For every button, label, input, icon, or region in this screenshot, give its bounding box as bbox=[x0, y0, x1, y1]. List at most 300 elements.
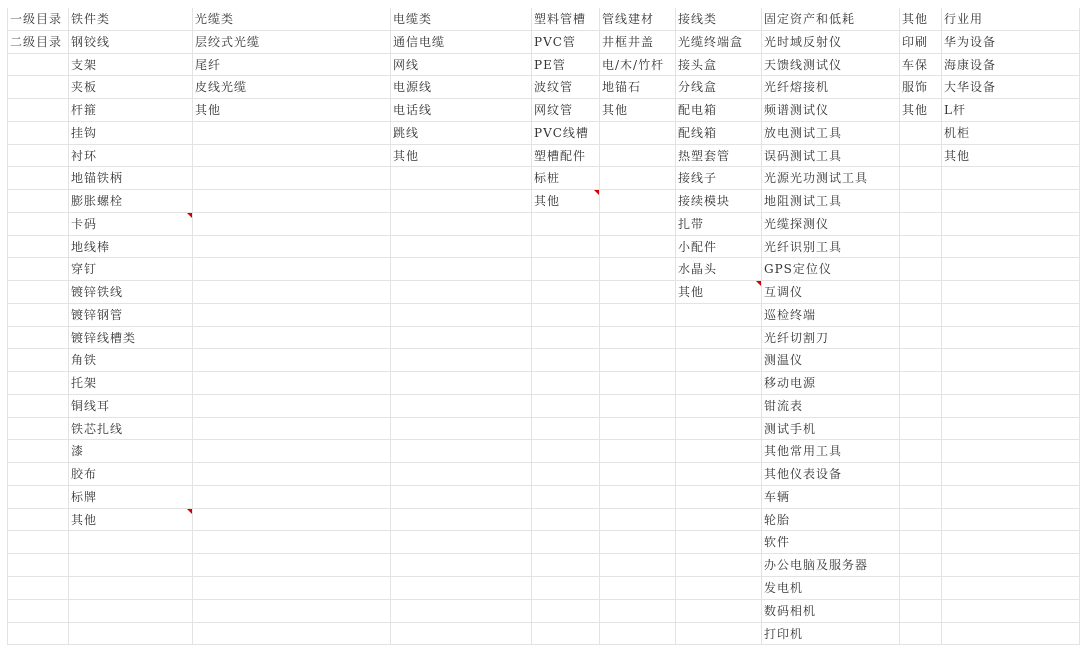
table-cell[interactable]: 频谱测试仪 bbox=[762, 99, 900, 121]
table-cell[interactable] bbox=[193, 258, 391, 280]
table-cell[interactable] bbox=[193, 600, 391, 622]
table-cell[interactable] bbox=[193, 372, 391, 394]
table-row bbox=[7, 600, 1080, 623]
table-row bbox=[7, 531, 1080, 554]
table-cell[interactable]: 井框井盖 bbox=[600, 31, 676, 53]
table-cell[interactable]: 行业用 bbox=[942, 8, 1080, 30]
table-cell[interactable] bbox=[900, 304, 942, 326]
table-cell[interactable]: 电源线 bbox=[391, 76, 532, 98]
table-cell[interactable]: 配电箱 bbox=[676, 99, 762, 121]
table-cell[interactable]: 机柜 bbox=[942, 122, 1080, 144]
table-row bbox=[7, 281, 1080, 304]
table-row bbox=[7, 623, 1080, 646]
table-cell[interactable] bbox=[7, 122, 69, 144]
table-cell[interactable] bbox=[7, 236, 69, 258]
table-cell[interactable]: 卡码 bbox=[69, 213, 193, 235]
table-cell[interactable]: 一级目录 bbox=[7, 8, 69, 30]
cell-comment-indicator[interactable] bbox=[756, 281, 761, 286]
table-cell[interactable] bbox=[7, 395, 69, 417]
table-cell[interactable] bbox=[532, 349, 600, 371]
table-cell[interactable]: 皮线光缆 bbox=[193, 76, 391, 98]
table-cell[interactable]: 其他 bbox=[942, 145, 1080, 167]
table-row bbox=[7, 145, 1080, 168]
table-cell[interactable] bbox=[942, 327, 1080, 349]
table-cell[interactable]: 其他 bbox=[900, 8, 942, 30]
table-cell[interactable]: 层绞式光缆 bbox=[193, 31, 391, 53]
table-cell[interactable] bbox=[391, 486, 532, 508]
table-cell[interactable] bbox=[942, 190, 1080, 212]
table-cell[interactable] bbox=[532, 463, 600, 485]
table-cell[interactable]: 铜线耳 bbox=[69, 395, 193, 417]
table-cell[interactable]: 分线盒 bbox=[676, 76, 762, 98]
table-cell[interactable]: 钢铰线 bbox=[69, 31, 193, 53]
table-row bbox=[7, 418, 1080, 441]
table-cell[interactable] bbox=[391, 236, 532, 258]
table-cell[interactable]: 华为设备 bbox=[942, 31, 1080, 53]
table-cell[interactable] bbox=[7, 190, 69, 212]
table-cell[interactable] bbox=[7, 54, 69, 76]
table-cell[interactable] bbox=[676, 395, 762, 417]
table-cell[interactable] bbox=[900, 554, 942, 576]
table-cell[interactable] bbox=[391, 418, 532, 440]
table-cell[interactable] bbox=[942, 509, 1080, 531]
table-cell[interactable] bbox=[600, 395, 676, 417]
table-cell[interactable] bbox=[7, 623, 69, 645]
table-cell[interactable]: 其他常用工具 bbox=[762, 440, 900, 462]
table-cell[interactable] bbox=[600, 418, 676, 440]
table-cell[interactable]: 扎带 bbox=[676, 213, 762, 235]
table-cell[interactable]: 杆箍 bbox=[69, 99, 193, 121]
table-cell[interactable] bbox=[391, 463, 532, 485]
table-cell[interactable] bbox=[193, 395, 391, 417]
table-cell[interactable] bbox=[532, 577, 600, 599]
table-cell[interactable]: 网线 bbox=[391, 54, 532, 76]
table-cell[interactable]: 光时域反射仪 bbox=[762, 31, 900, 53]
table-cell[interactable] bbox=[7, 349, 69, 371]
table-row bbox=[7, 327, 1080, 350]
table-cell[interactable]: 角铁 bbox=[69, 349, 193, 371]
table-cell[interactable]: 其他仪表设备 bbox=[762, 463, 900, 485]
table-cell[interactable]: 移动电源 bbox=[762, 372, 900, 394]
table-row bbox=[7, 8, 1080, 31]
table-cell[interactable]: 车辆 bbox=[762, 486, 900, 508]
table-cell[interactable]: 标牌 bbox=[69, 486, 193, 508]
table-cell[interactable] bbox=[600, 145, 676, 167]
table-cell[interactable] bbox=[676, 509, 762, 531]
table-cell[interactable] bbox=[600, 486, 676, 508]
table-cell[interactable] bbox=[600, 554, 676, 576]
table-cell[interactable] bbox=[193, 440, 391, 462]
table-cell[interactable]: 放电测试工具 bbox=[762, 122, 900, 144]
table-cell[interactable] bbox=[193, 304, 391, 326]
table-cell[interactable]: 接续模块 bbox=[676, 190, 762, 212]
table-cell[interactable]: 夹板 bbox=[69, 76, 193, 98]
table-cell[interactable]: 胶布 bbox=[69, 463, 193, 485]
table-cell[interactable] bbox=[391, 600, 532, 622]
table-cell[interactable] bbox=[900, 531, 942, 553]
table-cell[interactable] bbox=[942, 349, 1080, 371]
table-cell[interactable] bbox=[532, 623, 600, 645]
table-cell[interactable] bbox=[900, 190, 942, 212]
table-cell[interactable] bbox=[900, 623, 942, 645]
table-cell[interactable] bbox=[942, 304, 1080, 326]
table-cell[interactable]: 其他 bbox=[532, 190, 600, 212]
table-cell[interactable] bbox=[532, 281, 600, 303]
table-cell[interactable]: 跳线 bbox=[391, 122, 532, 144]
table-cell[interactable]: 托架 bbox=[69, 372, 193, 394]
table-cell[interactable] bbox=[193, 531, 391, 553]
table-cell[interactable] bbox=[600, 167, 676, 189]
table-cell[interactable]: 车保 bbox=[900, 54, 942, 76]
table-cell[interactable] bbox=[532, 327, 600, 349]
table-cell[interactable] bbox=[942, 372, 1080, 394]
table-cell[interactable]: 镀锌钢管 bbox=[69, 304, 193, 326]
table-cell[interactable]: 管线建材 bbox=[600, 8, 676, 30]
table-row bbox=[7, 76, 1080, 99]
table-cell[interactable] bbox=[532, 213, 600, 235]
table-cell[interactable]: 穿钉 bbox=[69, 258, 193, 280]
table-cell[interactable]: 其他 bbox=[900, 99, 942, 121]
table-cell[interactable] bbox=[942, 531, 1080, 553]
table-cell[interactable] bbox=[391, 349, 532, 371]
table-cell[interactable]: 镀锌线槽类 bbox=[69, 327, 193, 349]
table-cell[interactable] bbox=[193, 463, 391, 485]
table-cell[interactable]: 办公电脑及服务器 bbox=[762, 554, 900, 576]
table-cell[interactable] bbox=[69, 600, 193, 622]
table-cell[interactable] bbox=[391, 258, 532, 280]
table-cell[interactable] bbox=[900, 167, 942, 189]
table-cell[interactable]: 电缆类 bbox=[391, 8, 532, 30]
table-cell[interactable] bbox=[532, 395, 600, 417]
table-cell[interactable]: 波纹管 bbox=[532, 76, 600, 98]
table-cell[interactable] bbox=[900, 372, 942, 394]
table-cell[interactable] bbox=[193, 236, 391, 258]
table-cell[interactable] bbox=[7, 486, 69, 508]
table-cell[interactable]: 塑料管槽 bbox=[532, 8, 600, 30]
table-cell[interactable] bbox=[600, 349, 676, 371]
table-cell[interactable]: 固定资产和低耗 bbox=[762, 8, 900, 30]
table-cell[interactable] bbox=[532, 531, 600, 553]
table-row bbox=[7, 304, 1080, 327]
table-cell[interactable] bbox=[193, 577, 391, 599]
table-cell[interactable] bbox=[900, 418, 942, 440]
table-cell[interactable] bbox=[193, 122, 391, 144]
table-cell[interactable] bbox=[7, 281, 69, 303]
table-cell[interactable] bbox=[942, 463, 1080, 485]
table-cell[interactable] bbox=[193, 327, 391, 349]
table-cell[interactable]: 支架 bbox=[69, 54, 193, 76]
table-cell[interactable] bbox=[391, 190, 532, 212]
table-cell[interactable]: PE管 bbox=[532, 54, 600, 76]
table-cell[interactable] bbox=[676, 600, 762, 622]
table-cell[interactable] bbox=[942, 258, 1080, 280]
table-cell[interactable] bbox=[600, 327, 676, 349]
table-cell[interactable]: 衬环 bbox=[69, 145, 193, 167]
table-cell[interactable] bbox=[7, 99, 69, 121]
table-cell[interactable] bbox=[193, 349, 391, 371]
table-cell[interactable] bbox=[900, 122, 942, 144]
table-cell[interactable] bbox=[942, 440, 1080, 462]
table-cell[interactable]: PVC线槽 bbox=[532, 122, 600, 144]
table-cell[interactable]: 其他 bbox=[676, 281, 762, 303]
table-cell[interactable]: 配线箱 bbox=[676, 122, 762, 144]
cell-comment-indicator[interactable] bbox=[594, 190, 599, 195]
table-cell[interactable] bbox=[391, 304, 532, 326]
table-cell[interactable] bbox=[600, 509, 676, 531]
table-cell[interactable]: 铁芯扎线 bbox=[69, 418, 193, 440]
table-cell[interactable] bbox=[69, 623, 193, 645]
table-cell[interactable]: 挂钩 bbox=[69, 122, 193, 144]
table-cell[interactable]: 光纤识别工具 bbox=[762, 236, 900, 258]
table-cell[interactable]: 其他 bbox=[600, 99, 676, 121]
table-cell[interactable] bbox=[676, 327, 762, 349]
table-cell[interactable] bbox=[676, 554, 762, 576]
table-cell[interactable] bbox=[600, 304, 676, 326]
table-cell[interactable] bbox=[676, 349, 762, 371]
table-cell[interactable]: 漆 bbox=[69, 440, 193, 462]
table-cell[interactable] bbox=[600, 440, 676, 462]
table-cell[interactable]: PVC管 bbox=[532, 31, 600, 53]
table-cell[interactable] bbox=[7, 577, 69, 599]
table-cell[interactable]: L杆 bbox=[942, 99, 1080, 121]
table-cell[interactable] bbox=[942, 236, 1080, 258]
table-cell[interactable]: 铁件类 bbox=[69, 8, 193, 30]
table-cell[interactable]: 地线棒 bbox=[69, 236, 193, 258]
table-cell[interactable]: 二级目录 bbox=[7, 31, 69, 53]
table-cell[interactable]: 光纤切割刀 bbox=[762, 327, 900, 349]
table-cell[interactable]: 镀锌铁线 bbox=[69, 281, 193, 303]
table-cell[interactable] bbox=[391, 167, 532, 189]
table-cell[interactable]: 其他 bbox=[193, 99, 391, 121]
table-cell[interactable] bbox=[391, 281, 532, 303]
table-cell[interactable] bbox=[942, 395, 1080, 417]
table-cell[interactable] bbox=[532, 600, 600, 622]
table-cell[interactable] bbox=[600, 236, 676, 258]
table-cell[interactable]: 地锚石 bbox=[600, 76, 676, 98]
table-cell[interactable] bbox=[676, 304, 762, 326]
table-cell[interactable]: 地锚铁柄 bbox=[69, 167, 193, 189]
table-cell[interactable]: 其他 bbox=[391, 145, 532, 167]
table-cell[interactable] bbox=[942, 623, 1080, 645]
table-cell[interactable]: 钳流表 bbox=[762, 395, 900, 417]
table-cell[interactable] bbox=[900, 258, 942, 280]
table-cell[interactable] bbox=[676, 372, 762, 394]
table-cell[interactable]: 巡检终端 bbox=[762, 304, 900, 326]
table-cell[interactable] bbox=[391, 395, 532, 417]
table-cell[interactable] bbox=[391, 372, 532, 394]
table-cell[interactable] bbox=[600, 122, 676, 144]
table-cell[interactable]: GPS定位仪 bbox=[762, 258, 900, 280]
table-cell[interactable]: 小配件 bbox=[676, 236, 762, 258]
table-cell[interactable] bbox=[7, 463, 69, 485]
table-cell[interactable] bbox=[942, 554, 1080, 576]
cell-comment-indicator[interactable] bbox=[187, 509, 192, 514]
table-cell[interactable]: 轮胎 bbox=[762, 509, 900, 531]
table-cell[interactable] bbox=[193, 145, 391, 167]
table-cell[interactable] bbox=[900, 395, 942, 417]
table-cell[interactable] bbox=[600, 623, 676, 645]
table-cell[interactable] bbox=[676, 486, 762, 508]
table-cell[interactable]: 光缆终端盒 bbox=[676, 31, 762, 53]
table-cell[interactable] bbox=[69, 554, 193, 576]
table-cell[interactable] bbox=[532, 486, 600, 508]
table-cell[interactable] bbox=[391, 623, 532, 645]
table-cell[interactable] bbox=[7, 167, 69, 189]
table-cell[interactable] bbox=[900, 349, 942, 371]
table-cell[interactable] bbox=[900, 486, 942, 508]
table-cell[interactable]: 标桩 bbox=[532, 167, 600, 189]
table-cell[interactable] bbox=[942, 577, 1080, 599]
table-cell[interactable]: 热塑套管 bbox=[676, 145, 762, 167]
table-cell[interactable] bbox=[900, 281, 942, 303]
table-cell[interactable] bbox=[7, 145, 69, 167]
table-cell[interactable] bbox=[193, 554, 391, 576]
table-cell[interactable] bbox=[900, 236, 942, 258]
table-cell[interactable] bbox=[900, 145, 942, 167]
table-cell[interactable] bbox=[900, 213, 942, 235]
table-cell[interactable] bbox=[600, 463, 676, 485]
table-cell[interactable]: 光缆探测仪 bbox=[762, 213, 900, 235]
table-cell[interactable] bbox=[7, 509, 69, 531]
table-cell[interactable] bbox=[600, 258, 676, 280]
table-row bbox=[7, 190, 1080, 213]
table-cell[interactable] bbox=[532, 372, 600, 394]
table-cell[interactable] bbox=[193, 213, 391, 235]
table-cell[interactable] bbox=[600, 281, 676, 303]
table-cell[interactable]: 电话线 bbox=[391, 99, 532, 121]
table-cell[interactable] bbox=[600, 190, 676, 212]
table-cell[interactable] bbox=[391, 554, 532, 576]
table-cell[interactable]: 打印机 bbox=[762, 623, 900, 645]
table-cell[interactable] bbox=[942, 486, 1080, 508]
table-cell[interactable] bbox=[532, 554, 600, 576]
table-cell[interactable] bbox=[900, 463, 942, 485]
table-row bbox=[7, 509, 1080, 532]
table-cell[interactable] bbox=[676, 463, 762, 485]
table-cell[interactable]: 通信电缆 bbox=[391, 31, 532, 53]
table-cell[interactable]: 光源光功测试工具 bbox=[762, 167, 900, 189]
table-cell[interactable]: 测试手机 bbox=[762, 418, 900, 440]
table-cell[interactable] bbox=[900, 577, 942, 599]
table-cell[interactable] bbox=[532, 418, 600, 440]
table-cell[interactable] bbox=[7, 304, 69, 326]
table-cell[interactable] bbox=[391, 327, 532, 349]
table-cell[interactable] bbox=[600, 372, 676, 394]
table-cell[interactable] bbox=[900, 440, 942, 462]
table-cell[interactable]: 其他 bbox=[69, 509, 193, 531]
table-cell[interactable] bbox=[532, 236, 600, 258]
table-cell[interactable] bbox=[676, 577, 762, 599]
table-cell[interactable]: 软件 bbox=[762, 531, 900, 553]
table-cell[interactable]: 互调仪 bbox=[762, 281, 900, 303]
table-cell[interactable] bbox=[942, 167, 1080, 189]
table-cell[interactable] bbox=[532, 440, 600, 462]
table-cell[interactable] bbox=[942, 281, 1080, 303]
table-row bbox=[7, 372, 1080, 395]
table-cell[interactable] bbox=[7, 327, 69, 349]
table-cell[interactable] bbox=[391, 577, 532, 599]
table-cell[interactable] bbox=[532, 258, 600, 280]
table-cell[interactable]: 天馈线测试仪 bbox=[762, 54, 900, 76]
table-cell[interactable] bbox=[676, 440, 762, 462]
table-cell[interactable] bbox=[193, 190, 391, 212]
table-cell[interactable] bbox=[7, 372, 69, 394]
table-cell[interactable] bbox=[69, 531, 193, 553]
table-cell[interactable]: 地阻测试工具 bbox=[762, 190, 900, 212]
table-cell[interactable]: 接线子 bbox=[676, 167, 762, 189]
table-cell[interactable]: 水晶头 bbox=[676, 258, 762, 280]
table-cell[interactable] bbox=[7, 440, 69, 462]
table-cell[interactable] bbox=[391, 440, 532, 462]
table-cell[interactable]: 尾纤 bbox=[193, 54, 391, 76]
table-cell[interactable] bbox=[193, 623, 391, 645]
table-cell[interactable] bbox=[900, 327, 942, 349]
table-cell[interactable] bbox=[7, 600, 69, 622]
table-cell[interactable] bbox=[676, 623, 762, 645]
table-cell[interactable]: 塑槽配件 bbox=[532, 145, 600, 167]
table-cell[interactable] bbox=[900, 600, 942, 622]
table-cell[interactable] bbox=[391, 509, 532, 531]
table-cell[interactable]: 接线类 bbox=[676, 8, 762, 30]
table-cell[interactable]: 膨胀螺栓 bbox=[69, 190, 193, 212]
table-cell[interactable] bbox=[193, 418, 391, 440]
table-cell[interactable] bbox=[600, 213, 676, 235]
table-cell[interactable] bbox=[942, 213, 1080, 235]
table-cell[interactable] bbox=[7, 418, 69, 440]
table-cell[interactable] bbox=[532, 509, 600, 531]
table-cell[interactable]: 数码相机 bbox=[762, 600, 900, 622]
table-cell[interactable]: 电/木/竹杆 bbox=[600, 54, 676, 76]
table-cell[interactable]: 印刷 bbox=[900, 31, 942, 53]
table-cell[interactable] bbox=[7, 213, 69, 235]
table-cell[interactable]: 光纤熔接机 bbox=[762, 76, 900, 98]
table-cell[interactable] bbox=[676, 531, 762, 553]
table-cell[interactable] bbox=[600, 531, 676, 553]
table-cell[interactable]: 误码测试工具 bbox=[762, 145, 900, 167]
table-cell[interactable]: 测温仪 bbox=[762, 349, 900, 371]
table-cell[interactable] bbox=[69, 577, 193, 599]
table-cell[interactable] bbox=[193, 509, 391, 531]
table-cell[interactable]: 海康设备 bbox=[942, 54, 1080, 76]
table-row bbox=[7, 463, 1080, 486]
table-cell[interactable]: 发电机 bbox=[762, 577, 900, 599]
cell-comment-indicator[interactable] bbox=[187, 213, 192, 218]
table-cell[interactable]: 光缆类 bbox=[193, 8, 391, 30]
table-cell[interactable] bbox=[7, 76, 69, 98]
table-row bbox=[7, 236, 1080, 259]
table-cell[interactable] bbox=[193, 167, 391, 189]
table-cell[interactable] bbox=[7, 554, 69, 576]
table-cell[interactable] bbox=[7, 531, 69, 553]
table-cell[interactable] bbox=[532, 304, 600, 326]
table-cell[interactable] bbox=[942, 600, 1080, 622]
table-cell[interactable]: 大华设备 bbox=[942, 76, 1080, 98]
table-cell[interactable] bbox=[7, 258, 69, 280]
table-row bbox=[7, 122, 1080, 145]
table-cell[interactable] bbox=[193, 281, 391, 303]
table-cell[interactable] bbox=[193, 486, 391, 508]
table-cell[interactable] bbox=[600, 600, 676, 622]
table-cell[interactable]: 接头盒 bbox=[676, 54, 762, 76]
table-cell[interactable]: 服饰 bbox=[900, 76, 942, 98]
table-cell[interactable] bbox=[900, 509, 942, 531]
table-cell[interactable] bbox=[391, 213, 532, 235]
table-cell[interactable] bbox=[676, 418, 762, 440]
table-cell[interactable] bbox=[391, 531, 532, 553]
table-cell[interactable] bbox=[942, 418, 1080, 440]
table-cell[interactable]: 网纹管 bbox=[532, 99, 600, 121]
table-cell[interactable] bbox=[600, 577, 676, 599]
